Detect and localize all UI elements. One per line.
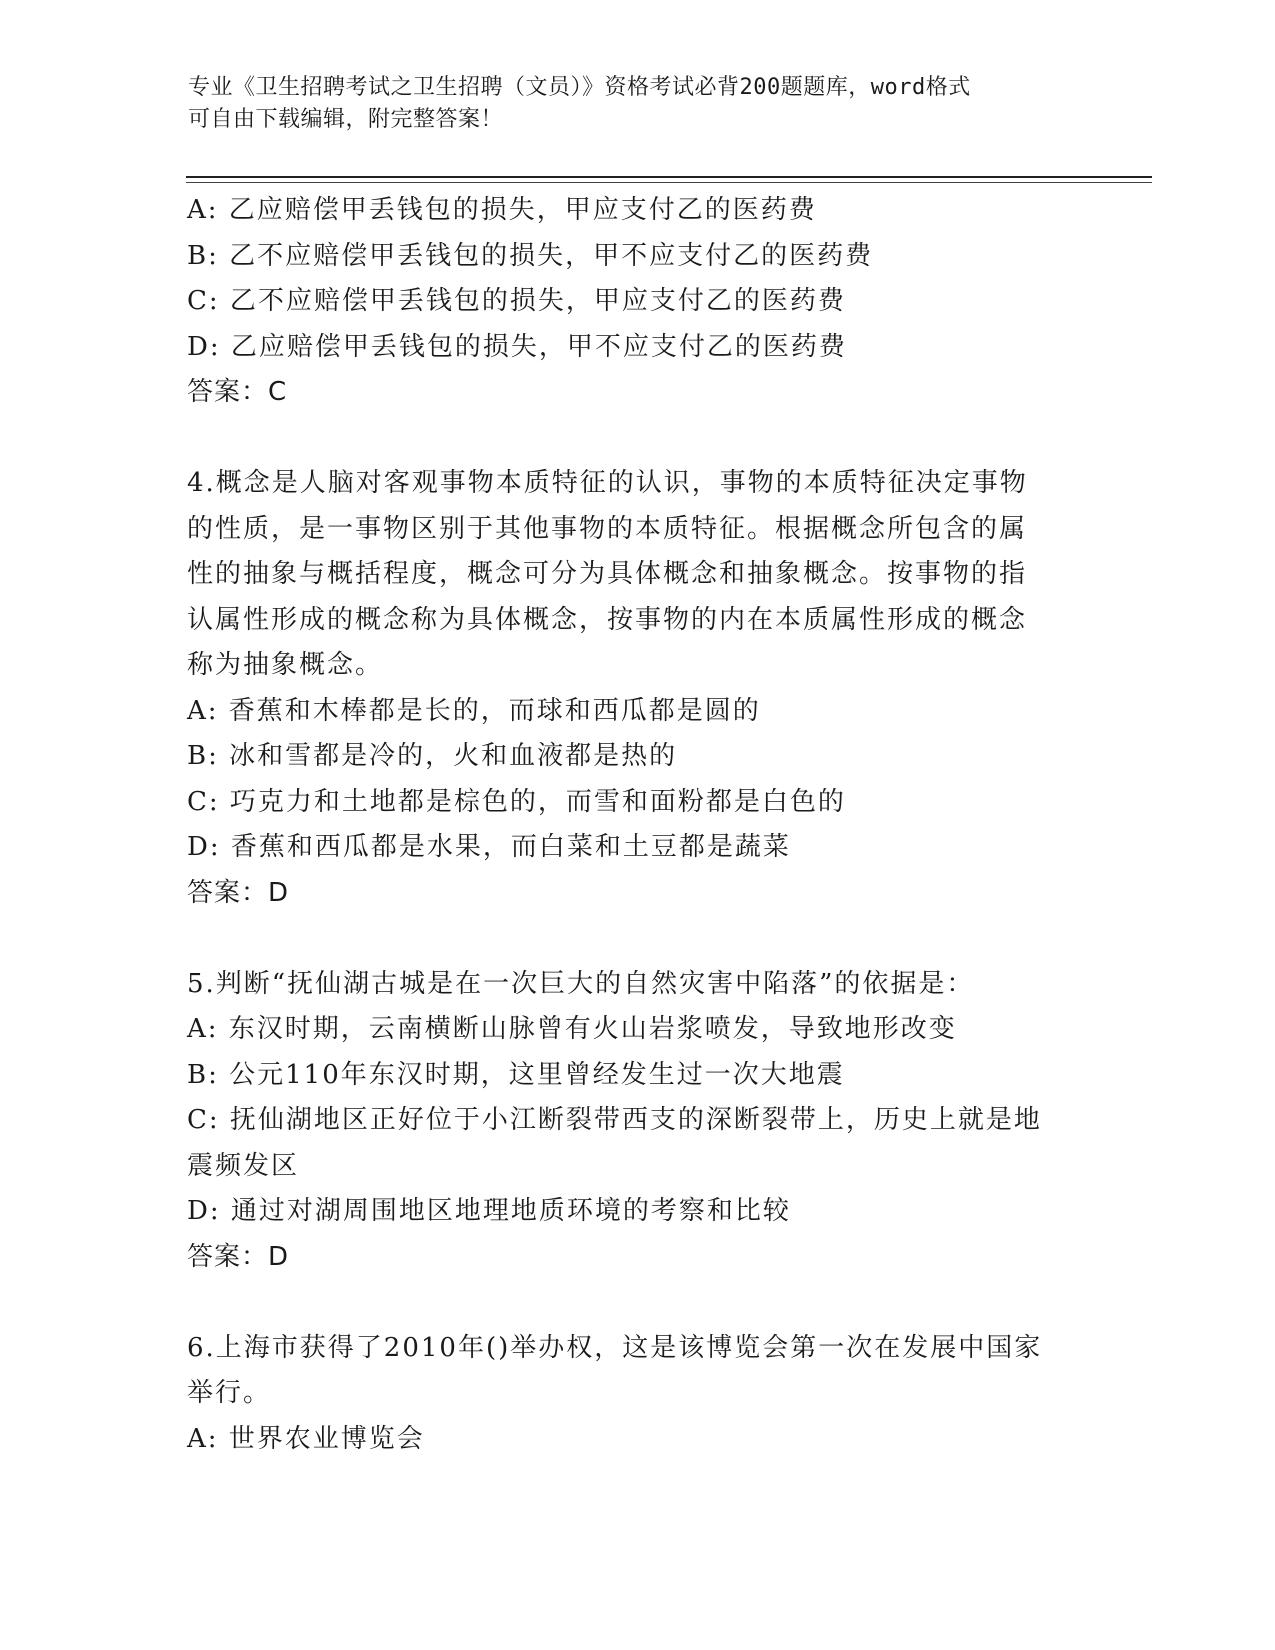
question-stem-line: 的性质，是一事物区别于其他事物的本质特征。根据概念所包含的属 — [187, 513, 1028, 544]
question-stem-line: 性的抽象与概括程度，概念可分为具体概念和抽象概念。按事物的指 — [187, 559, 1028, 589]
spacer — [187, 416, 1087, 462]
question-3 — [187, 188, 1087, 416]
question-stem-line: 认属性形成的概念称为具体概念，按事物的内在本质属性形成的概念 — [187, 604, 1028, 635]
option-a: A: 世界农业博览会 — [187, 1423, 425, 1454]
option-b: B: 乙不应赔偿甲丢钱包的损失，甲不应支付乙的医药费 — [187, 240, 874, 271]
option-a: A: 东汉时期，云南横断山脉曾有火山岩浆喷发，导致地形改变 — [187, 1014, 957, 1044]
question-4 — [187, 461, 1087, 916]
question-content — [187, 188, 1087, 1462]
option-c-continued: 震频发区 — [187, 1150, 300, 1181]
option-a: A: 香蕉和木棒都是长的，而球和西瓜都是圆的 — [187, 695, 761, 726]
header-line-1: 专业《卫生招聘考试之卫生招聘（文员）》资格考试必背200题题库，word格式 — [188, 75, 971, 100]
option-b: B: 公元110年东汉时期，这里曾经发生过一次大地震 — [187, 1059, 845, 1090]
question-6 — [187, 1326, 1087, 1463]
question-stem-line: 5.判断“抚仙湖古城是在一次巨大的自然灾害中陷落”的依据是： — [187, 968, 975, 999]
header-divider-thick — [186, 176, 1152, 178]
answer: 答案：D — [187, 877, 290, 908]
spacer — [187, 1280, 1087, 1326]
header-divider-thin — [186, 182, 1152, 183]
question-stem-line: 4.概念是人脑对客观事物本质特征的认识，事物的本质特征决定事物 — [187, 468, 1028, 498]
question-stem-line: 称为抽象概念。 — [187, 650, 384, 680]
option-a: A: 乙应赔偿甲丢钱包的损失，甲应支付乙的医药费 — [187, 195, 817, 225]
option-d: D: 香蕉和西瓜都是水果，而白菜和土豆都是蔬菜 — [187, 832, 791, 862]
option-c: C: 乙不应赔偿甲丢钱包的损失，甲应支付乙的医药费 — [187, 286, 846, 316]
answer: 答案：C — [187, 377, 288, 407]
option-c: C: 抚仙湖地区正好位于小江断裂带西支的深断裂带上，历史上就是地 — [187, 1105, 1042, 1135]
header-line-2: 可自由下载编辑，附完整答案！ — [188, 107, 504, 132]
answer: 答案：D — [187, 1241, 290, 1272]
question-5 — [187, 962, 1087, 1281]
document-header — [188, 72, 1068, 136]
spacer — [187, 916, 1087, 962]
option-c: C: 巧克力和土地都是棕色的，而雪和面粉都是白色的 — [187, 786, 846, 817]
question-stem-line: 6.上海市获得了2010年()举办权，这是该博览会第一次在发展中国家 — [187, 1332, 1043, 1363]
option-d: D: 乙应赔偿甲丢钱包的损失，甲不应支付乙的医药费 — [187, 331, 847, 362]
question-stem-line: 举行。 — [187, 1378, 272, 1408]
option-d: D: 通过对湖周围地区地理地质环境的考察和比较 — [187, 1196, 791, 1226]
option-b: B: 冰和雪都是冷的，火和血液都是热的 — [187, 741, 678, 771]
